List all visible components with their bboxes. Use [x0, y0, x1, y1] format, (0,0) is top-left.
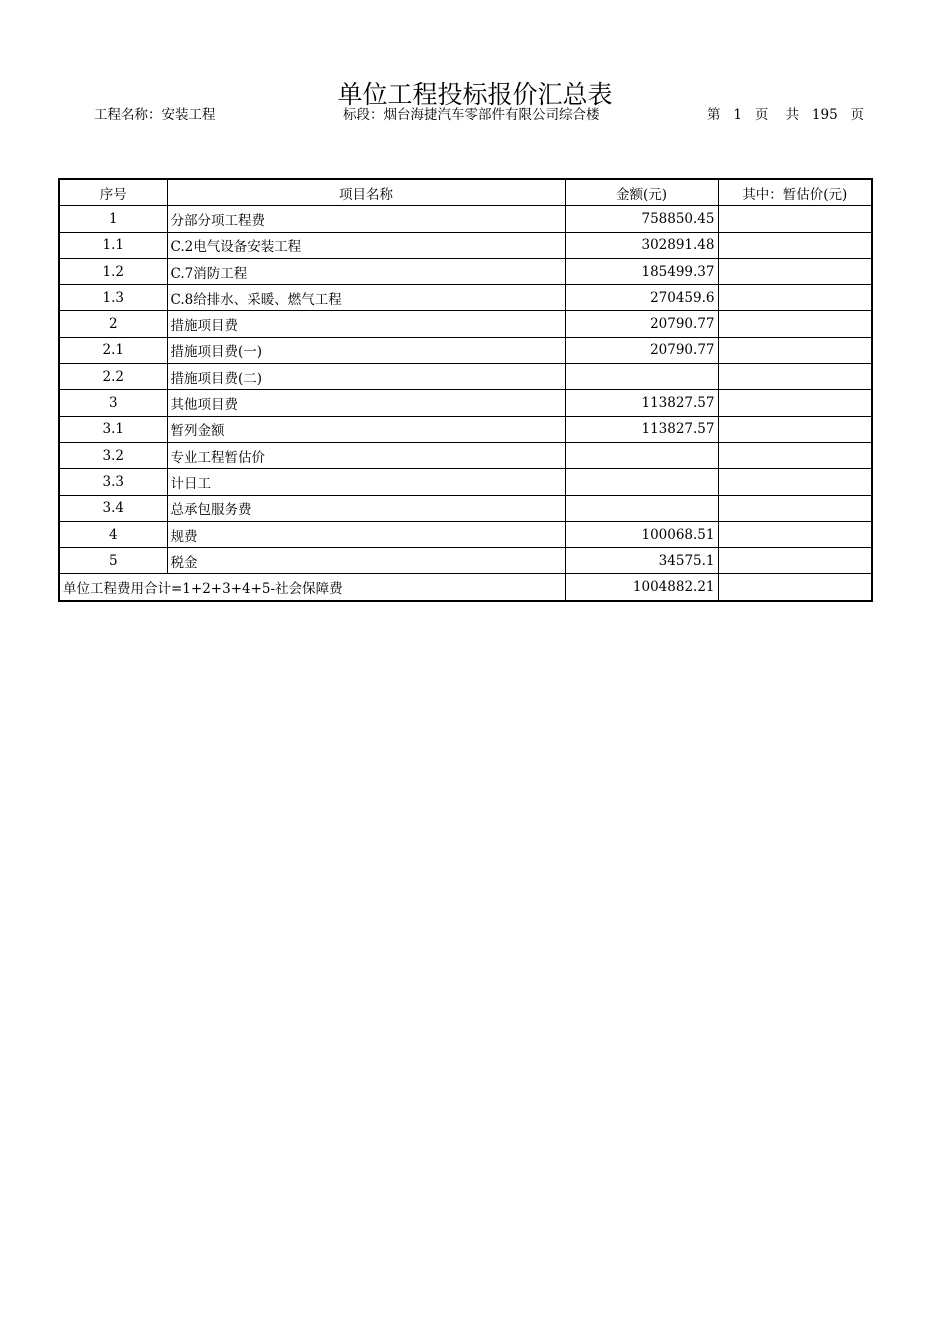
- row-amount: 185499.37: [565, 258, 718, 284]
- row-number: 3.1: [59, 416, 167, 442]
- total-row: [59, 574, 872, 601]
- row-provisional: [718, 548, 872, 574]
- section-name: 标段：烟台海捷汽车零部件有限公司综合楼: [343, 107, 600, 123]
- table-row: [59, 495, 872, 521]
- table-row: [59, 232, 872, 258]
- row-provisional: [718, 495, 872, 521]
- table-row: [59, 285, 872, 311]
- row-number: 4: [59, 521, 167, 547]
- row-name: 专业工程暂估价: [167, 442, 565, 468]
- row-provisional: [718, 311, 872, 337]
- row-number: 2.1: [59, 337, 167, 363]
- table-row: [59, 364, 872, 390]
- row-number: 3.2: [59, 442, 167, 468]
- page-suffix: 页: [850, 107, 865, 123]
- row-amount: 302891.48: [565, 232, 718, 258]
- table-header-row: [59, 179, 872, 206]
- table-row: [59, 442, 872, 468]
- row-amount: [565, 364, 718, 390]
- table-row: [59, 258, 872, 284]
- row-number: 3: [59, 390, 167, 416]
- page-indicator: [707, 106, 864, 124]
- table-row: [59, 416, 872, 442]
- row-provisional: [718, 206, 872, 232]
- total-label: 单位工程费用合计=1+2+3+4+5-社会保障费: [59, 574, 565, 601]
- row-amount: 270459.6: [565, 285, 718, 311]
- column-header-provisional: 其中：暂估价(元): [718, 179, 872, 206]
- column-header-no: 序号: [59, 179, 167, 206]
- row-provisional: [718, 258, 872, 284]
- row-number: 1.2: [59, 258, 167, 284]
- row-amount: [565, 442, 718, 468]
- row-amount: 100068.51: [565, 521, 718, 547]
- row-amount: 34575.1: [565, 548, 718, 574]
- page-current: 1: [733, 107, 742, 123]
- total-provisional: [718, 574, 872, 601]
- row-provisional: [718, 390, 872, 416]
- page-total-prefix: 共: [785, 107, 800, 123]
- row-name: 税金: [167, 548, 565, 574]
- column-header-name: 项目名称: [167, 179, 565, 206]
- project-name: 工程名称：安装工程: [94, 107, 216, 123]
- total-amount: 1004882.21: [565, 574, 718, 601]
- row-number: 2.2: [59, 364, 167, 390]
- row-amount: [565, 469, 718, 495]
- row-name: 措施项目费(二): [167, 364, 565, 390]
- row-number: 2: [59, 311, 167, 337]
- page-mid: 页: [754, 107, 769, 123]
- row-name: 措施项目费(一): [167, 337, 565, 363]
- column-header-amount: 金额(元): [565, 179, 718, 206]
- page-prefix: 第: [707, 107, 721, 123]
- table-row: [59, 548, 872, 574]
- table-row: [59, 311, 872, 337]
- row-provisional: [718, 442, 872, 468]
- row-number: 3.4: [59, 495, 167, 521]
- row-provisional: [718, 521, 872, 547]
- row-amount: [565, 495, 718, 521]
- row-name: 其他项目费: [167, 390, 565, 416]
- row-name: C.2电气设备安装工程: [167, 232, 565, 258]
- row-name: 计日工: [167, 469, 565, 495]
- row-name: C.8给排水、采暖、燃气工程: [167, 285, 565, 311]
- row-provisional: [718, 232, 872, 258]
- row-provisional: [718, 285, 872, 311]
- row-name: 措施项目费: [167, 311, 565, 337]
- page-total: 195: [811, 107, 838, 123]
- row-amount: 113827.57: [565, 390, 718, 416]
- page-title: 单位工程投标报价汇总表: [337, 80, 613, 109]
- table-row: [59, 206, 872, 232]
- row-amount: 758850.45: [565, 206, 718, 232]
- table-row: [59, 390, 872, 416]
- row-name: 分部分项工程费: [167, 206, 565, 232]
- table-row: [59, 521, 872, 547]
- row-name: 总承包服务费: [167, 495, 565, 521]
- summary-table: [58, 178, 873, 602]
- row-amount: 20790.77: [565, 311, 718, 337]
- row-provisional: [718, 364, 872, 390]
- table-row: [59, 337, 872, 363]
- row-number: 1.3: [59, 285, 167, 311]
- row-amount: 113827.57: [565, 416, 718, 442]
- row-provisional: [718, 337, 872, 363]
- row-provisional: [718, 469, 872, 495]
- row-number: 1.1: [59, 232, 167, 258]
- row-number: 3.3: [59, 469, 167, 495]
- row-name: 暂列金额: [167, 416, 565, 442]
- row-name: 规费: [167, 521, 565, 547]
- row-provisional: [718, 416, 872, 442]
- row-number: 1: [59, 206, 167, 232]
- table-row: [59, 469, 872, 495]
- row-amount: 20790.77: [565, 337, 718, 363]
- row-number: 5: [59, 548, 167, 574]
- row-name: C.7消防工程: [167, 258, 565, 284]
